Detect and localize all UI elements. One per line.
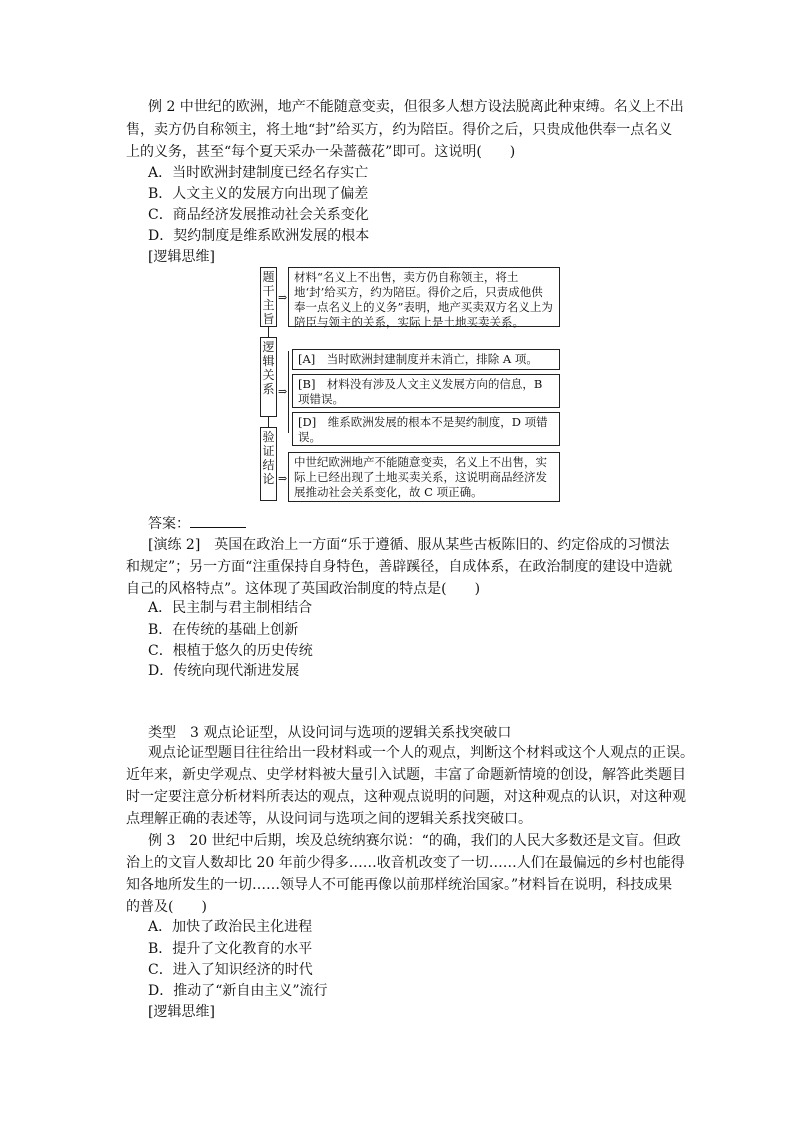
drill2-option-d: D．传统向现代渐进发展: [148, 663, 300, 679]
example2-logic-label: [逻辑思维]: [148, 249, 215, 265]
example2-option-d: D．契约制度是维系欧洲发展的根本: [148, 228, 370, 244]
connector-line: [268, 417, 269, 427]
example3-option-b: B．提升了文化教育的水平: [148, 941, 313, 957]
bracket-line: [288, 351, 289, 433]
example2-line-3: 上的义务，甚至“每个夏天采办一朵蔷薇花”即可。这说明( ): [126, 144, 516, 160]
connector-line: [268, 327, 269, 337]
type3-line-2: 近年来，新史学观点、史学材料被大量引入试题，丰富了命题新情境的创设，解答此类题目: [126, 767, 686, 783]
example2-option-c: C．商品经济发展推动社会关系变化: [148, 207, 369, 223]
label-stem: 题 干 主 旨: [260, 267, 277, 327]
answer-blank[interactable]: [190, 513, 246, 528]
logic-diagram: [260, 265, 565, 505]
drill2-line-2: 和规定”；另一方面“注重保持自身特色，善辟蹊径，自成体系，在政治制度的建设中造就: [126, 559, 673, 575]
example3-option-a: A．加快了政治民主化进程: [148, 919, 313, 935]
label-verify: 验 证 结 论: [260, 427, 277, 501]
answer-label: 答案：: [148, 516, 190, 532]
drill2-option-c: C．根植于悠久的历史传统: [148, 643, 313, 659]
arrow-icon: ⇒: [278, 472, 288, 485]
example2-option-b: B．人文主义的发展方向出现了偏差: [148, 186, 369, 202]
type3-heading: 类型 3 观点论证型，从设问词与选项的逻辑关系找突破口: [148, 725, 512, 741]
example3-option-d: D．推动了“新自由主义”流行: [148, 983, 328, 999]
type3-line-4: 点理解正确的表述等，从设问词与选项之间的逻辑关系找突破口。: [126, 811, 532, 827]
example3-line-1: 例 3 20 世纪中后期，埃及总统纳赛尔说：“的确，我们的人民大多数还是文盲。但政: [148, 833, 681, 849]
box-stem: 材料“名义上不出售，卖方仍自称领主，将土地‘封’给买方，约为陪臣。得价之后，只责成他供奉一点名义上的义务”表明，地产买卖双方名义上为陪臣与领主的关系，实际上是土地买卖关系。: [288, 267, 560, 327]
drill2-line-1: [演练 2] 英国在政治上一方面“乐于遵循、服从某些古板陈旧的、约定俗成的习惯法: [148, 537, 670, 553]
example3-line-3: 知各地所发生的一切……领导人不可能再像以前那样统治国家。”材料旨在说明，科技成果: [126, 877, 673, 893]
example3-line-2: 治上的文盲人数却比 20 年前少得多……收音机改变了一切……人们在最偏远的乡村也能得: [126, 855, 685, 871]
drill2-option-b: B．在传统的基础上创新: [148, 622, 299, 638]
example3-line-4: 的普及( ): [126, 899, 207, 915]
example2-line-2: 售，卖方仍自称领主，将土地“封”给买方，约为陪臣。得价之后，只贵成他供奉一点名义: [126, 122, 673, 138]
box-option-a: [A] 当时欧洲封建制度并未消亡，排除 A 项。: [292, 349, 560, 370]
arrow-icon: ⇒: [278, 385, 288, 398]
box-option-b: [B] 材料没有涉及人文主义发展方向的信息，B 项错误。: [292, 374, 560, 408]
example3-option-c: C．进入了知识经济的时代: [148, 962, 313, 978]
example2-line-1: 例 2 中世纪的欧洲，地产不能随意变卖，但很多人想方设法脱离此种束缚。名义上不出: [148, 99, 684, 115]
drill2-option-a: A．民主制与君主制相结合: [148, 600, 313, 616]
type3-line-1: 观点论证型题目往往给出一段材料或一个人的观点，判断这个材料或这个人观点的正误。: [148, 745, 694, 761]
arrow-icon: ⇒: [278, 291, 288, 304]
drill2-line-3: 自己的风格特点”。这体现了英国政治制度的特点是( ): [126, 581, 481, 597]
label-relation: 逻 辑 关 系: [260, 337, 277, 417]
answer-line: [148, 513, 246, 534]
example3-logic-label: [逻辑思维]: [148, 1004, 215, 1020]
type3-line-3: 时一定要注意分析材料所表达的观点，这种观点说明的问题，对这种观点的认识，对这种观: [126, 789, 686, 805]
example2-option-a: A．当时欧洲封建制度已经名存实亡: [148, 165, 369, 181]
box-verify: 中世纪欧洲地产不能随意变卖，名义上不出售，实际上已经出现了土地买卖关系，这说明商品经济发展推动社会关系变化，故 C 项正确。: [288, 452, 560, 502]
box-option-d: [D] 维系欧洲发展的根本不是契约制度，D 项错误。: [292, 412, 560, 446]
